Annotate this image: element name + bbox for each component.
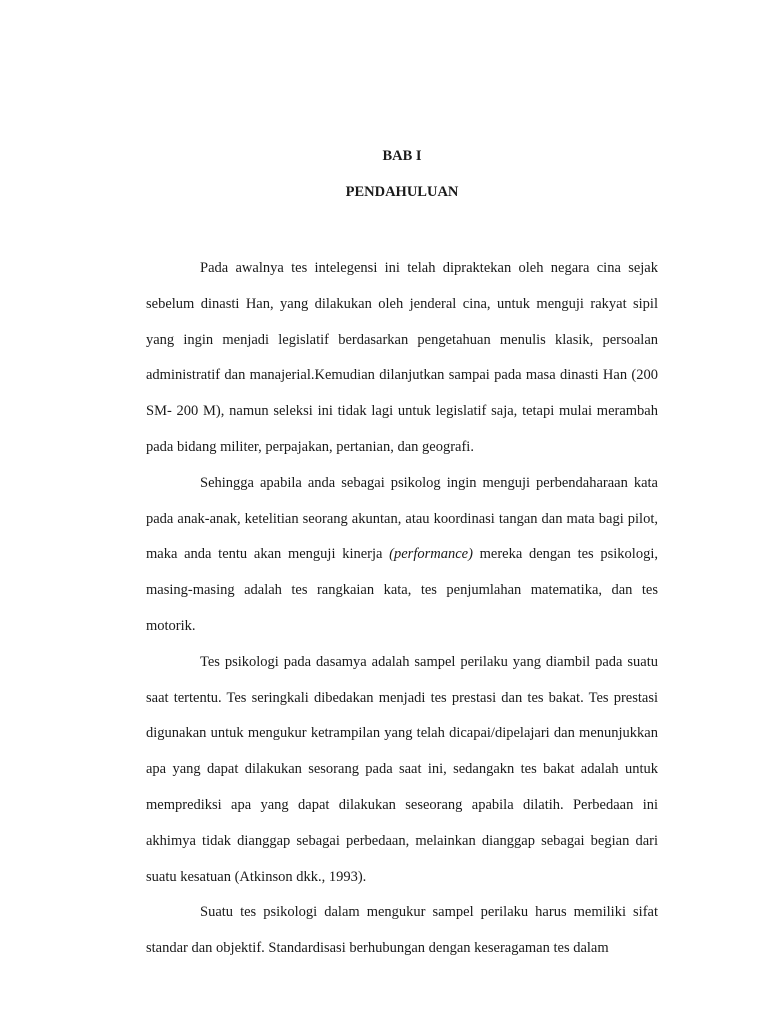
paragraph: Suatu tes psikologi dalam mengukur sampel perilaku harus memiliki sifat standar dan objektif. Standardisasi berhubungan dengan keseragaman tes dalam [146,904,658,957]
paragraph: Pada awalnya tes intelegensi ini telah dipraktekan oleh negara cina sejak sebelum dinasti Han, yang dilakukan oleh jenderal cina, untuk menguji rakyat sipil yang ingin menjadi legislatif berdasarkan pengetahuan menulis klasik, persoalan administratif dan manajerial.Kemudian dilanjutkan sampai pada masa dinasti Han (200 SM- 200 M), namun seleksi ini tidak lagi untuk legislatif saja, tetapi mulai merambah pada bidang militer, perpajakan, pertanian, dan geografi. [146,260,658,455]
paragraph-text: mereka dengan tes psikologi, masing-masing adalah tes rangkaian kata, tes penjumlahan matematika, dan tes motorik. [146,546,658,634]
paragraph-text: Sehingga apabila anda sebagai psikolog ingin menguji perbendaharaan kata pada anak-anak, ketelitian seorang akuntan, atau koordinasi tangan dan mata bagi pilot, maka anda tentu akan menguji kinerja [146,474,658,563]
document-page [146,0,658,1024]
italic-term: (performance) [389,546,473,563]
chapter-number: BAB I [382,148,422,164]
paragraph [146,466,658,645]
body-text [146,251,658,967]
paragraph: Tes psikologi pada dasamya adalah sampel perilaku yang diambil pada suatu saat tertentu. Tes seringkali dibedakan menjadi tes prestasi dan tes bakat. Tes prestasi digunakan untuk mengukur ketrampilan yang telah dicapai/dipelajari dan menunjukkan apa yang dapat dilakukan sesorang pada saat ini, sedangakn tes bakat adalah untuk memprediksi apa yang dapat dilakukan seseorang apabila dilatih. Perbedaan ini akhimya tidak dianggap sebagai perbedaan, melainkan dianggap sebagai begian dari suatu kesatuan (Atkinson dkk., 1993). [146,653,658,885]
chapter-title: PENDAHULUAN [345,184,459,200]
